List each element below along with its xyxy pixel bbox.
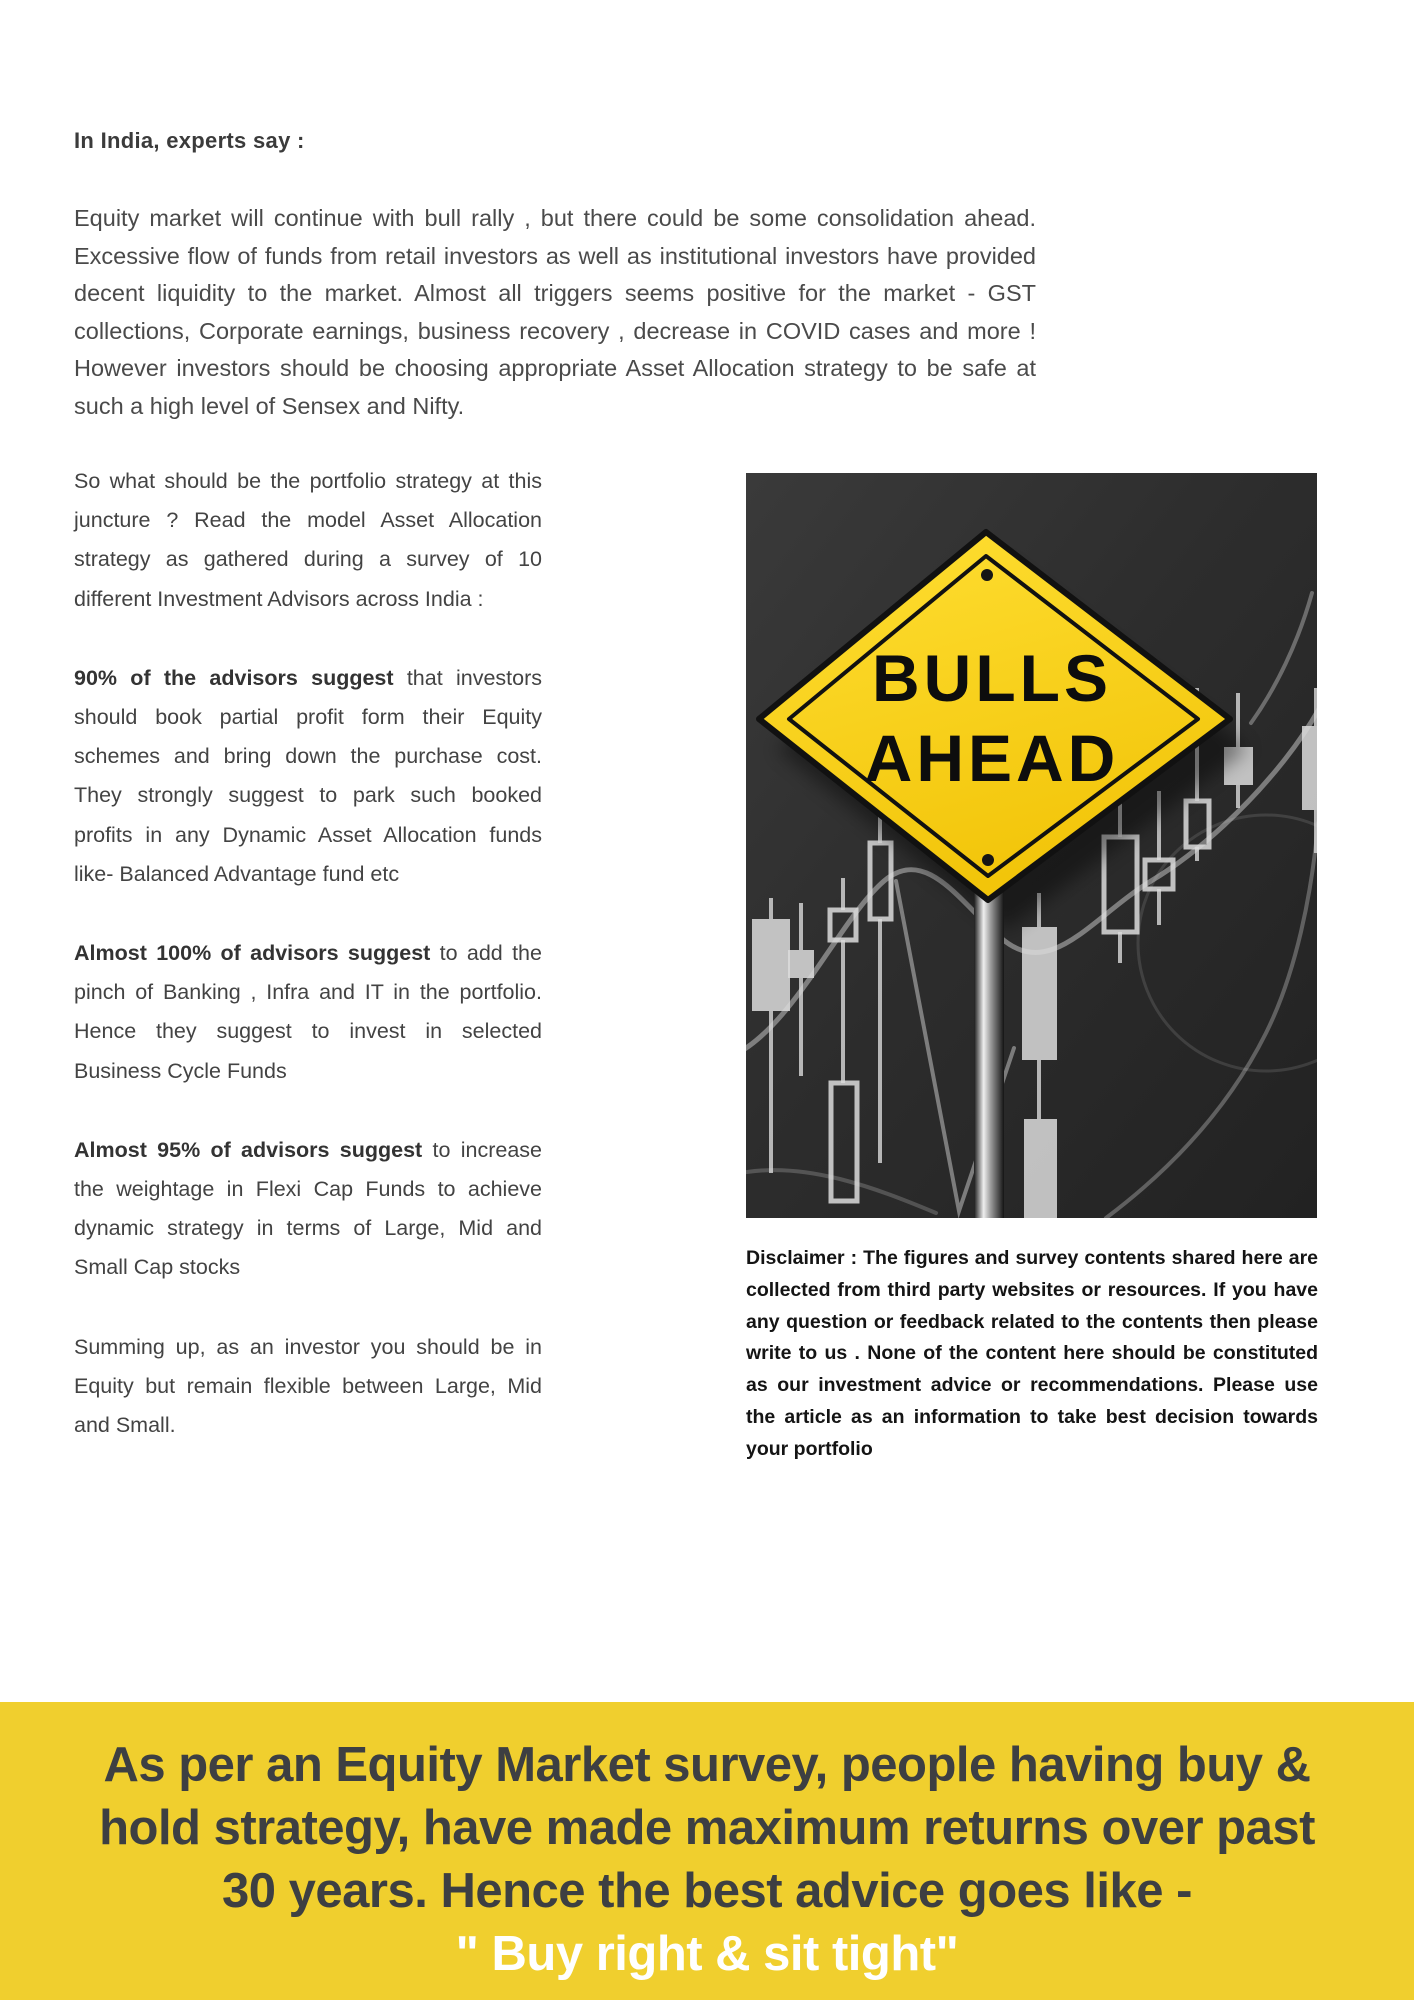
- sign-bolt-bottom: [982, 854, 994, 866]
- quote-banner: [0, 1702, 1414, 2000]
- advisor-point-2: [74, 934, 542, 1091]
- banner-line-3: 30 years. Hence the best advice goes like -: [222, 1864, 1192, 1918]
- sign-pole: [974, 888, 1004, 1218]
- advisor-point-3-lead: Almost 95% of advisors suggest: [74, 1137, 423, 1162]
- advisor-point-2-text: to add the pinch of Banking , Infra and IT in the portfolio. Hence they suggest to invest in selected Business Cycle Funds: [74, 941, 542, 1083]
- advisor-point-3: [74, 1131, 542, 1288]
- advisor-point-1-text: that investors should book partial profit form their Equity schemes and bring down the purchase cost. They strongly suggest to park such booked profits in any Dynamic Asset Allocation funds like- Balanced Advantage fund etc: [74, 665, 542, 886]
- sign-text-line1: BULLS: [872, 641, 1112, 715]
- article-body-column: [74, 462, 542, 1445]
- advisor-point-1-lead: 90% of the advisors suggest: [74, 665, 394, 690]
- disclaimer-text: Disclaimer : The figures and survey contents shared here are collected from third party websites or resources. If you have any question or feedback related to the contents then please write to us . None of the content here should be constituted as our investment advice or recommendations. Please use the article as an information to take best decision towards your portfolio: [746, 1247, 1318, 1460]
- banner-line-2: hold strategy, have made maximum returns over past: [99, 1801, 1315, 1855]
- bulls-ahead-photo: [746, 473, 1317, 1218]
- banner-line-1: As per an Equity Market survey, people having buy &: [103, 1738, 1311, 1792]
- sign-text-line2: AHEAD: [864, 721, 1120, 795]
- advisor-point-1: [74, 659, 542, 894]
- bulls-ahead-illustration: [746, 473, 1317, 1218]
- strategy-paragraph: So what should be the portfolio strategy at this juncture ? Read the model Asset Allocation strategy as gathered during a survey of 10 different Investment Advisors across India :: [74, 469, 542, 611]
- article-heading: In India, experts say :: [74, 128, 305, 153]
- sign-bolt-top: [981, 569, 993, 581]
- quote-banner-text: [0, 1702, 1414, 1986]
- advisor-point-3-text: to increase the weightage in Flexi Cap Funds to achieve dynamic strategy in terms of Large, Mid and Small Cap stocks: [74, 1137, 542, 1280]
- intro-paragraph: Equity market will continue with bull rally , but there could be some consolidation ahead. Excessive flow of funds from retail investors as well as institutional investors have provided decent liquidity to the market. Almost all triggers seems positive for the market - GST collections, Corporate earnings, business recovery , decrease in COVID cases and more ! However investors should be choosing appropriate Asset Allocation strategy to be safe at such a high level of Sensex and Nifty.: [74, 205, 1036, 419]
- banner-quote-highlight: " Buy right & sit tight": [455, 1927, 959, 1981]
- closing-paragraph: Summing up, as an investor you should be in Equity but remain flexible between Large, Mid and Small.: [74, 1334, 542, 1438]
- advisor-point-2-lead: Almost 100% of advisors suggest: [74, 941, 431, 966]
